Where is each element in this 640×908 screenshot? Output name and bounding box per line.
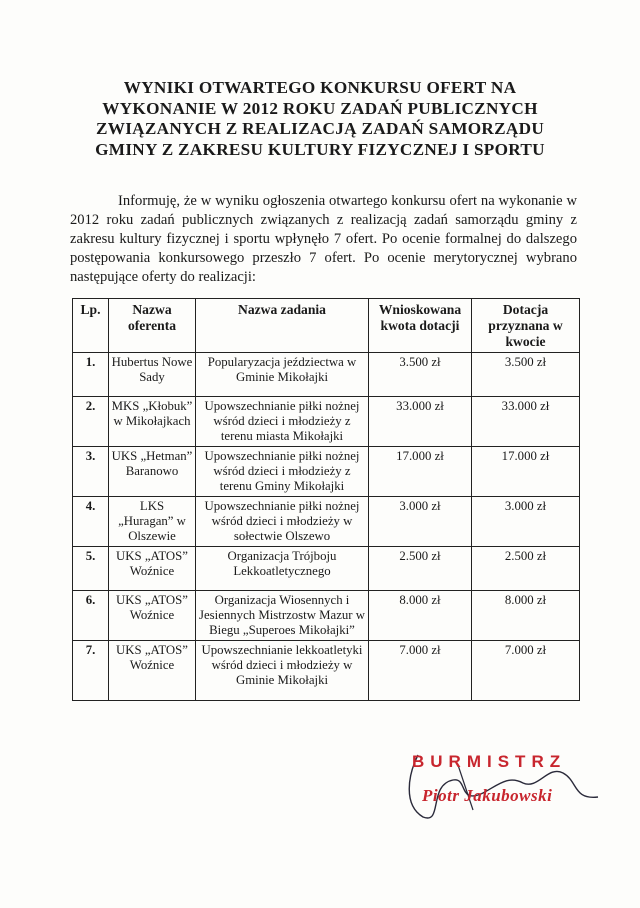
results-table bbox=[72, 298, 580, 701]
document-title bbox=[60, 78, 580, 160]
table-row bbox=[73, 447, 580, 497]
row-zadanie: Upowszechnianie piłki nożnej wśród dzieci i młodzieży z terenu miasta Mikołajki bbox=[196, 397, 369, 447]
row-lp: 4. bbox=[73, 497, 109, 547]
row-dotacja: 8.000 zł bbox=[472, 591, 580, 641]
row-oferent: MKS „Kłobuk” w Mikołajkach bbox=[109, 397, 196, 447]
row-oferent: UKS „ATOS” Woźnice bbox=[109, 641, 196, 701]
row-dotacja: 3.000 zł bbox=[472, 497, 580, 547]
table-row bbox=[73, 497, 580, 547]
header-zadanie: Nazwa zadania bbox=[196, 299, 369, 353]
table-body bbox=[73, 353, 580, 701]
row-zadanie: Upowszechnianie lekkoatletyki wśród dzieci i młodzieży w Gminie Mikołajki bbox=[196, 641, 369, 701]
intro-paragraph bbox=[70, 192, 577, 287]
row-wnioskowana: 33.000 zł bbox=[369, 397, 472, 447]
row-dotacja: 33.000 zł bbox=[472, 397, 580, 447]
title-line-3: ZWIĄZANYCH Z REALIZACJĄ ZADAŃ SAMORZĄDU bbox=[95, 119, 545, 138]
row-dotacja: 17.000 zł bbox=[472, 447, 580, 497]
row-wnioskowana: 3.500 zł bbox=[369, 353, 472, 397]
row-zadanie: Popularyzacja jeździectwa w Gminie Mikołajki bbox=[196, 353, 369, 397]
header-oferent: Nazwa oferenta bbox=[109, 299, 196, 353]
intro-text: Informuję, że w wyniku ogłoszenia otwartego konkursu ofert na wykonanie w 2012 roku zadań publicznych związanych z realizacją zadań samorządu gminy z zakresu kultury fizycznej i sportu wpłynęło 7 ofert. Po ocenie formalnej do dalszego postępowania konkursowego przeszło 7 ofert. Po ocenie merytorycznej wybrano następujące oferty do realizacji: bbox=[70, 193, 577, 285]
row-dotacja: 2.500 zł bbox=[472, 547, 580, 591]
row-wnioskowana: 3.000 zł bbox=[369, 497, 472, 547]
table-row bbox=[73, 397, 580, 447]
row-zadanie: Upowszechnianie piłki nożnej wśród dzieci i młodzieży z terenu Gminy Mikołajki bbox=[196, 447, 369, 497]
row-dotacja: 7.000 zł bbox=[472, 641, 580, 701]
row-lp: 2. bbox=[73, 397, 109, 447]
table-row bbox=[73, 641, 580, 701]
row-oferent: UKS „ATOS” Woźnice bbox=[109, 547, 196, 591]
row-oferent: UKS „Hetman” Baranowo bbox=[109, 447, 196, 497]
header-lp: Lp. bbox=[73, 299, 109, 353]
table-row bbox=[73, 353, 580, 397]
row-lp: 3. bbox=[73, 447, 109, 497]
row-zadanie: Organizacja Trójboju Lekkoatletycznego bbox=[196, 547, 369, 591]
header-dotacja: Dotacja przyznana w kwocie bbox=[472, 299, 580, 353]
row-lp: 7. bbox=[73, 641, 109, 701]
row-wnioskowana: 2.500 zł bbox=[369, 547, 472, 591]
row-zadanie: Upowszechnianie piłki nożnej wśród dzieci i młodzieży w sołectwie Olszewo bbox=[196, 497, 369, 547]
header-wnioskowana: Wnioskowana kwota dotacji bbox=[369, 299, 472, 353]
row-lp: 5. bbox=[73, 547, 109, 591]
table-header-row bbox=[73, 299, 580, 353]
table-row bbox=[73, 547, 580, 591]
stamp-title: BURMISTRZ bbox=[412, 752, 567, 771]
table-row bbox=[73, 591, 580, 641]
row-oferent: UKS „ATOS” Woźnice bbox=[109, 591, 196, 641]
title-line-4: GMINY Z ZAKRESU KULTURY FIZYCZNEJ I SPORTU bbox=[95, 139, 545, 159]
row-oferent: Hubertus Nowe Sady bbox=[109, 353, 196, 397]
row-oferent: LKS „Huragan” w Olszewie bbox=[109, 497, 196, 547]
row-wnioskowana: 17.000 zł bbox=[369, 447, 472, 497]
title-line-1: WYNIKI OTWARTEGO KONKURSU OFERT NA bbox=[123, 78, 517, 97]
row-lp: 1. bbox=[73, 353, 109, 397]
row-dotacja: 3.500 zł bbox=[472, 353, 580, 397]
row-wnioskowana: 7.000 zł bbox=[369, 641, 472, 701]
row-zadanie: Organizacja Wiosennych i Jesiennych Mistrzostw Mazur w Biegu „Superoes Mikołajki” bbox=[196, 591, 369, 641]
row-wnioskowana: 8.000 zł bbox=[369, 591, 472, 641]
title-line-2: WYKONANIE W 2012 ROKU ZADAŃ PUBLICZNYCH bbox=[102, 98, 538, 118]
row-lp: 6. bbox=[73, 591, 109, 641]
signature-name: Piotr Jakubowski bbox=[422, 786, 553, 805]
